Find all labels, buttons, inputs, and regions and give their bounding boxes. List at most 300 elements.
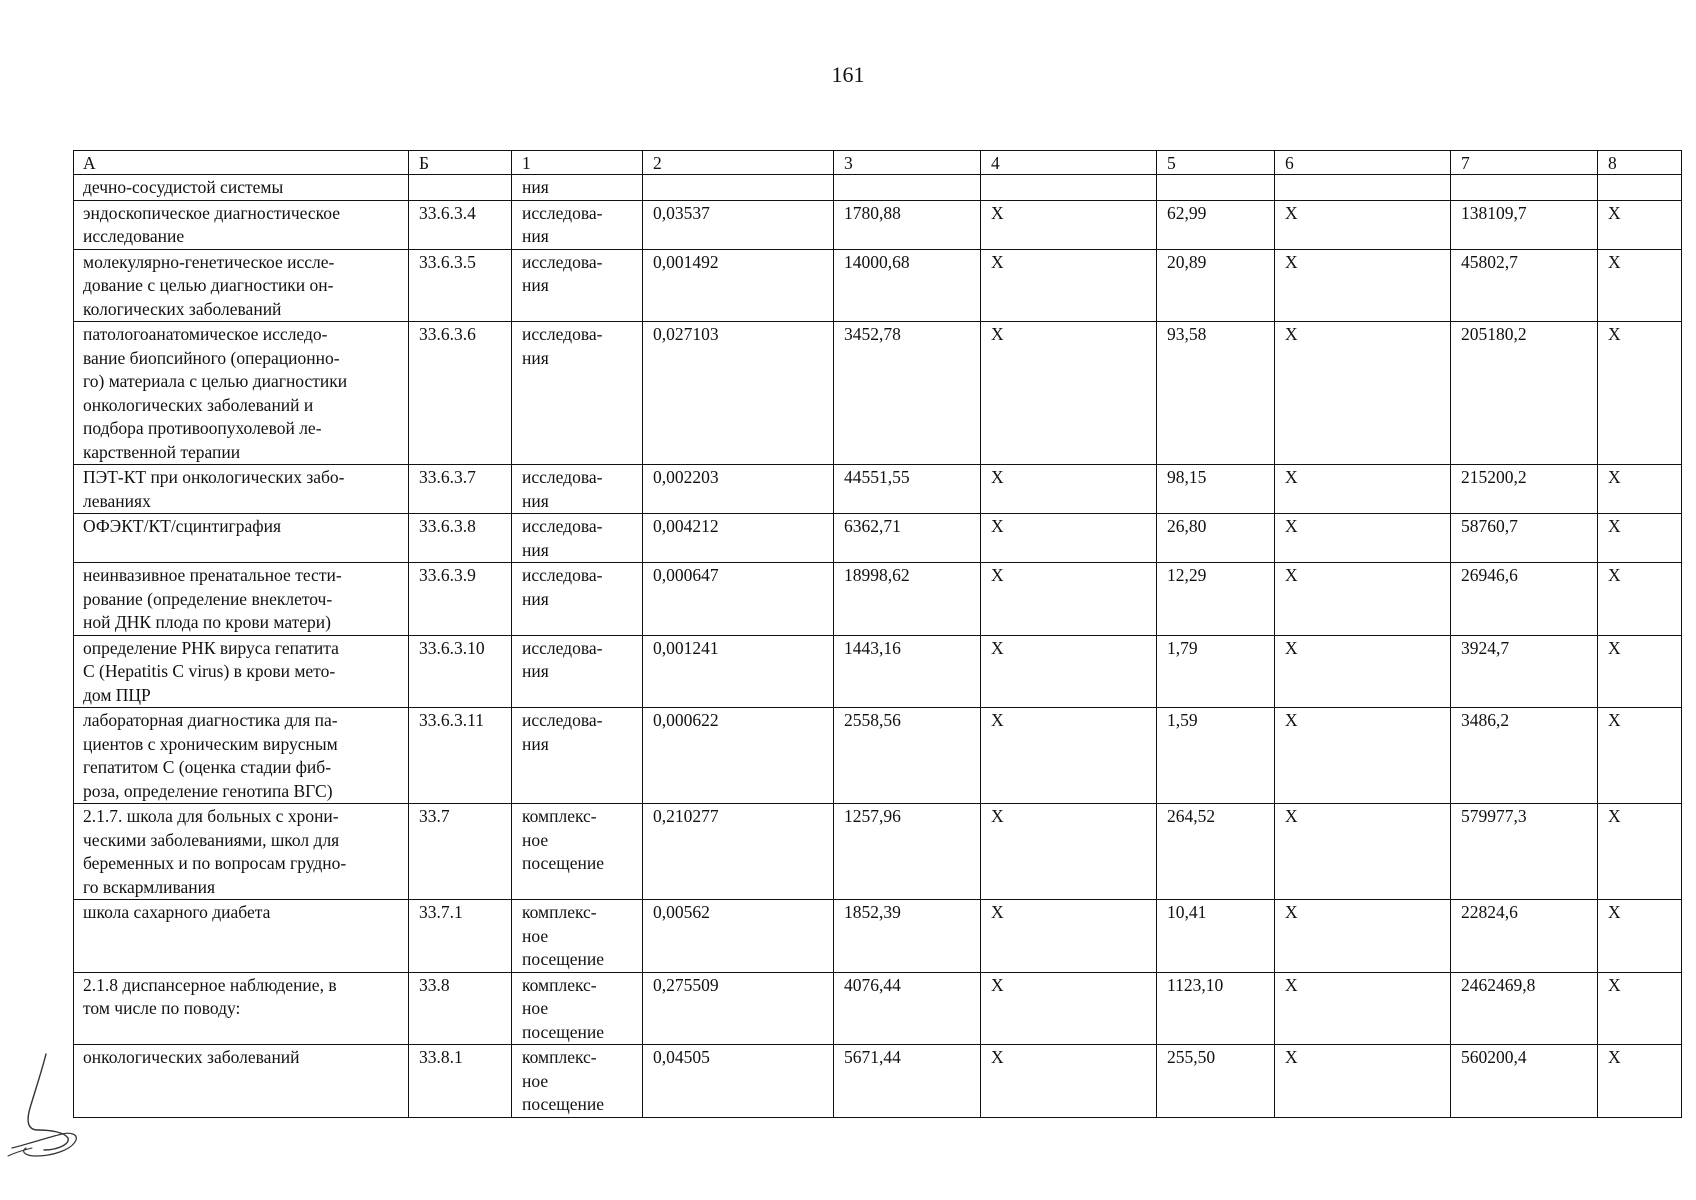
cell-1 — [512, 708, 643, 804]
table-row — [74, 635, 1682, 708]
cell-line: патологоанатомическое исследо- — [83, 324, 328, 344]
table-row — [74, 1045, 1682, 1118]
cell-line: X — [1608, 637, 1621, 658]
cell-line: X — [1608, 1047, 1621, 1067]
cell-line: X — [991, 974, 1004, 995]
cell-line: ния — [522, 226, 549, 246]
cell-8 — [1598, 900, 1682, 973]
cell-line — [844, 176, 970, 200]
table-row — [74, 249, 1682, 322]
cell-2 — [643, 175, 834, 201]
cell-6 — [1275, 175, 1451, 201]
cell-line: циентов с хроническим вирусным — [83, 733, 338, 754]
cell-line: X — [1285, 565, 1298, 585]
cell-line: 6362,71 — [844, 516, 901, 536]
cell-line: 33.8 — [419, 974, 450, 995]
cell-2 — [643, 465, 834, 514]
cell-line — [1608, 176, 1671, 200]
cell-1 — [512, 635, 643, 708]
cell-6 — [1275, 972, 1451, 1045]
cell-3 — [834, 175, 981, 201]
cell-5 — [1157, 804, 1275, 900]
cell-line: X — [991, 565, 1004, 585]
cell-line: 5671,44 — [844, 1047, 901, 1067]
cell-line: X — [1285, 202, 1298, 223]
cell-6 — [1275, 200, 1451, 249]
cell-line: X — [1608, 324, 1621, 344]
cell-line: 205180,2 — [1461, 324, 1527, 344]
header-cell-1: 1 — [512, 151, 643, 175]
cell-line: X — [991, 467, 1004, 487]
cell-5 — [1157, 900, 1275, 973]
cell-line: X — [991, 202, 1004, 223]
cell-line: исследова- — [522, 202, 603, 223]
cell-line: школа сахарного диабета — [83, 902, 271, 922]
cell-4 — [981, 200, 1157, 249]
cell-b — [409, 465, 512, 514]
table-row — [74, 514, 1682, 563]
cell-line: молекулярно-генетическое иссле- — [83, 251, 335, 272]
cell-line: 0,001492 — [653, 251, 719, 272]
cell-8 — [1598, 635, 1682, 708]
cell-line: 3486,2 — [1461, 710, 1510, 730]
cell-line: X — [1608, 565, 1621, 585]
cell-a — [74, 635, 409, 708]
cell-line: X — [1285, 637, 1298, 658]
cell-line: 33.6.3.4 — [419, 202, 476, 223]
cell-line: посещение — [522, 1094, 605, 1114]
cell-line: ное — [522, 829, 549, 850]
cell-line: 1780,88 — [844, 202, 901, 223]
cell-line: карственной терапии — [83, 441, 241, 462]
cell-2 — [643, 900, 834, 973]
cell-line: 579977,3 — [1461, 806, 1527, 826]
handwritten-signature — [6, 1052, 86, 1162]
cell-line: 33.6.3.5 — [419, 251, 476, 272]
header-cell-8: 8 — [1598, 151, 1682, 175]
cell-line: 1123,10 — [1167, 974, 1224, 995]
cell-line: ния — [522, 733, 549, 754]
cell-line: 33.6.3.6 — [419, 324, 476, 344]
cell-8 — [1598, 175, 1682, 201]
cell-line: дом ПЦР — [83, 684, 151, 705]
cell-line: X — [1608, 251, 1621, 272]
cell-line: исследова- — [522, 637, 603, 658]
table-row — [74, 972, 1682, 1045]
cell-line: онкологических заболеваний и — [83, 394, 314, 415]
table-row — [74, 563, 1682, 636]
cell-line: 18998,62 — [844, 565, 910, 585]
cell-line: ния — [522, 275, 549, 295]
cell-a — [74, 972, 409, 1045]
cell-4 — [981, 804, 1157, 900]
cell-a — [74, 200, 409, 249]
cell-1 — [512, 465, 643, 514]
cell-line: посещение — [522, 949, 605, 969]
header-cell-a: А — [74, 151, 409, 175]
cell-7 — [1451, 900, 1598, 973]
header-cell-6: 6 — [1275, 151, 1451, 175]
cell-4 — [981, 1045, 1157, 1118]
cell-5 — [1157, 514, 1275, 563]
cell-line: исследова- — [522, 251, 603, 272]
cell-line: X — [1285, 806, 1298, 826]
cell-line: роза, определение генотипа ВГС) — [83, 780, 333, 801]
cell-a — [74, 249, 409, 322]
cell-line: ное — [522, 998, 549, 1018]
table-row — [74, 322, 1682, 465]
cell-6 — [1275, 514, 1451, 563]
cell-3 — [834, 972, 981, 1045]
cell-1 — [512, 514, 643, 563]
cell-line: 26946,6 — [1461, 565, 1518, 585]
cell-line: ния — [522, 661, 549, 681]
cell-line: 138109,7 — [1461, 202, 1527, 223]
cell-line: 20,89 — [1167, 251, 1207, 272]
cell-6 — [1275, 1045, 1451, 1118]
cell-b — [409, 635, 512, 708]
cell-5 — [1157, 249, 1275, 322]
cell-line: 93,58 — [1167, 324, 1207, 344]
cell-line: 1443,16 — [844, 637, 901, 658]
cell-line: комплекс- — [522, 806, 597, 826]
cell-8 — [1598, 708, 1682, 804]
cell-6 — [1275, 465, 1451, 514]
cell-line: 4076,44 — [844, 974, 901, 995]
cell-2 — [643, 804, 834, 900]
cell-line: X — [1608, 516, 1621, 536]
cell-b — [409, 200, 512, 249]
cell-line — [1167, 176, 1264, 200]
cell-2 — [643, 563, 834, 636]
cell-5 — [1157, 563, 1275, 636]
cell-6 — [1275, 635, 1451, 708]
cell-1 — [512, 322, 643, 465]
cell-line — [991, 176, 1146, 200]
cell-line: вание биопсийного (операционно- — [83, 347, 340, 368]
cell-line: ной ДНК плода по крови матери) — [83, 612, 331, 632]
cell-a — [74, 514, 409, 563]
header-cell-4: 4 — [981, 151, 1157, 175]
cell-3 — [834, 708, 981, 804]
cell-7 — [1451, 804, 1598, 900]
cell-b — [409, 804, 512, 900]
cell-5 — [1157, 175, 1275, 201]
cell-2 — [643, 322, 834, 465]
cell-line: X — [1608, 806, 1621, 826]
cell-4 — [981, 465, 1157, 514]
cell-line: исследова- — [522, 565, 603, 585]
cell-b — [409, 563, 512, 636]
cell-4 — [981, 175, 1157, 201]
cell-line: 0,04505 — [653, 1047, 710, 1067]
cell-line: подбора противоопухолевой ле- — [83, 418, 322, 438]
cell-line: ПЭТ-КТ при онкологических забо- — [83, 467, 345, 487]
cell-line: посещение — [522, 853, 605, 873]
table-row — [74, 900, 1682, 973]
cell-7 — [1451, 1045, 1598, 1118]
cell-line: 44551,55 — [844, 467, 910, 487]
cell-line: 255,50 — [1167, 1047, 1216, 1067]
cell-5 — [1157, 465, 1275, 514]
cell-b — [409, 249, 512, 322]
cell-line: 0,00562 — [653, 902, 710, 922]
cell-line: C (Hepatitis C virus) в крови мето- — [83, 661, 336, 681]
cell-line: 14000,68 — [844, 251, 910, 272]
table-header-row — [74, 151, 1682, 175]
cell-5 — [1157, 1045, 1275, 1118]
cell-line: 62,99 — [1167, 202, 1207, 223]
cell-line: ния — [522, 177, 549, 197]
cell-4 — [981, 322, 1157, 465]
cell-8 — [1598, 514, 1682, 563]
cell-line: ния — [522, 490, 549, 511]
cell-line: 33.6.3.9 — [419, 565, 476, 585]
cell-line: исследование — [83, 226, 185, 246]
header-cell-3: 3 — [834, 151, 981, 175]
cell-5 — [1157, 322, 1275, 465]
cell-8 — [1598, 972, 1682, 1045]
cell-line: неинвазивное пренатальное тести- — [83, 565, 342, 585]
cell-line: 1852,39 — [844, 902, 901, 922]
cell-line: X — [991, 1047, 1004, 1067]
cell-1 — [512, 200, 643, 249]
cell-1 — [512, 804, 643, 900]
cell-line: 33.6.3.10 — [419, 637, 485, 658]
cell-7 — [1451, 708, 1598, 804]
cell-1 — [512, 175, 643, 201]
data-table — [73, 150, 1682, 1118]
table-row — [74, 708, 1682, 804]
cell-b — [409, 900, 512, 973]
cell-line: 560200,4 — [1461, 1047, 1527, 1067]
cell-line: X — [991, 251, 1004, 272]
cell-line: X — [1608, 202, 1621, 223]
cell-4 — [981, 708, 1157, 804]
cell-a — [74, 563, 409, 636]
cell-line: исследова- — [522, 710, 603, 730]
cell-line: 33.6.3.7 — [419, 467, 476, 487]
cell-6 — [1275, 249, 1451, 322]
cell-line: 26,80 — [1167, 516, 1207, 536]
cell-b — [409, 322, 512, 465]
cell-line: 0,000647 — [653, 565, 719, 585]
cell-line: 1,79 — [1167, 637, 1198, 658]
cell-line: ния — [522, 539, 549, 560]
cell-1 — [512, 1045, 643, 1118]
cell-line: X — [991, 637, 1004, 658]
cell-2 — [643, 708, 834, 804]
cell-7 — [1451, 322, 1598, 465]
cell-line: го вскармливания — [83, 876, 216, 897]
cell-line — [1285, 176, 1440, 200]
cell-line: рование (определение внеклеточ- — [83, 588, 333, 609]
cell-line: 22824,6 — [1461, 902, 1518, 922]
cell-line: X — [991, 324, 1004, 344]
cell-3 — [834, 635, 981, 708]
cell-1 — [512, 563, 643, 636]
cell-line: 33.7 — [419, 806, 450, 826]
cell-2 — [643, 1045, 834, 1118]
cell-line: 0,027103 — [653, 324, 719, 344]
cell-line: 12,29 — [1167, 565, 1207, 585]
cell-1 — [512, 972, 643, 1045]
cell-line: дечно-сосудистой системы — [83, 177, 284, 197]
cell-8 — [1598, 804, 1682, 900]
cell-a — [74, 804, 409, 900]
cell-line: леваниях — [83, 490, 151, 511]
cell-3 — [834, 1045, 981, 1118]
cell-3 — [834, 514, 981, 563]
cell-b — [409, 972, 512, 1045]
cell-4 — [981, 249, 1157, 322]
cell-line: кологических заболеваний — [83, 298, 282, 319]
cell-line: 2462469,8 — [1461, 974, 1536, 995]
cell-1 — [512, 249, 643, 322]
cell-8 — [1598, 465, 1682, 514]
cell-6 — [1275, 804, 1451, 900]
cell-line: гепатитом C (оценка стадии фиб- — [83, 757, 332, 777]
cell-line: лабораторная диагностика для па- — [83, 710, 338, 730]
cell-4 — [981, 563, 1157, 636]
cell-4 — [981, 635, 1157, 708]
cell-line: 3452,78 — [844, 324, 901, 344]
cell-3 — [834, 900, 981, 973]
cell-line: 2.1.8 диспансерное наблюдение, в — [83, 974, 337, 995]
cell-line: X — [1608, 902, 1621, 922]
cell-7 — [1451, 972, 1598, 1045]
cell-line: X — [1285, 902, 1298, 922]
cell-line: X — [1285, 324, 1298, 344]
cell-line: дование с целью диагностики он- — [83, 275, 334, 295]
cell-line: ческими заболеваниями, школ для — [83, 829, 340, 850]
cell-line: X — [991, 710, 1004, 730]
cell-line: 10,41 — [1167, 902, 1207, 922]
cell-line: 0,000622 — [653, 710, 719, 730]
cell-line: ОФЭКТ/КТ/сцинтиграфия — [83, 516, 282, 536]
cell-line: 1,59 — [1167, 710, 1198, 730]
cell-line: комплекс- — [522, 902, 597, 922]
cell-line — [419, 176, 501, 200]
table-row — [74, 804, 1682, 900]
cell-5 — [1157, 635, 1275, 708]
cell-5 — [1157, 708, 1275, 804]
cell-line: X — [1608, 467, 1621, 487]
cell-b — [409, 1045, 512, 1118]
cell-2 — [643, 635, 834, 708]
cell-8 — [1598, 1045, 1682, 1118]
cell-3 — [834, 804, 981, 900]
cell-line: X — [1285, 516, 1298, 536]
cell-line: 3924,7 — [1461, 637, 1510, 658]
cell-line: комплекс- — [522, 1047, 597, 1067]
cell-5 — [1157, 972, 1275, 1045]
cell-line: 0,002203 — [653, 467, 719, 487]
cell-8 — [1598, 322, 1682, 465]
cell-line: беременных и по вопросам грудно- — [83, 853, 347, 873]
cell-3 — [834, 563, 981, 636]
cell-line: X — [1285, 251, 1298, 272]
cell-line: 215200,2 — [1461, 467, 1527, 487]
page-number: 161 — [831, 62, 865, 87]
cell-line: ния — [522, 347, 549, 368]
cell-line: 98,15 — [1167, 467, 1207, 487]
header-cell-5: 5 — [1157, 151, 1275, 175]
cell-line: комплекс- — [522, 974, 597, 995]
cell-7 — [1451, 635, 1598, 708]
cell-3 — [834, 200, 981, 249]
cell-line: 45802,7 — [1461, 251, 1518, 272]
cell-6 — [1275, 563, 1451, 636]
cell-b — [409, 514, 512, 563]
cell-a — [74, 900, 409, 973]
cell-line: ное — [522, 925, 549, 946]
cell-b — [409, 708, 512, 804]
cell-b — [409, 175, 512, 201]
cell-2 — [643, 249, 834, 322]
cell-7 — [1451, 514, 1598, 563]
cell-line: 33.6.3.8 — [419, 516, 476, 536]
cell-3 — [834, 249, 981, 322]
cell-1 — [512, 900, 643, 973]
cell-line: 0,03537 — [653, 202, 710, 223]
cell-line: 33.7.1 — [419, 902, 463, 922]
cell-a — [74, 322, 409, 465]
cell-line: 33.8.1 — [419, 1047, 463, 1067]
cell-4 — [981, 972, 1157, 1045]
cell-4 — [981, 514, 1157, 563]
cell-line: X — [1285, 1047, 1298, 1067]
table-row — [74, 200, 1682, 249]
cell-line: 2558,56 — [844, 710, 901, 730]
cell-line: том числе по поводу: — [83, 998, 241, 1018]
cell-a — [74, 1045, 409, 1118]
header-cell-2: 2 — [643, 151, 834, 175]
cell-line: онкологических заболеваний — [83, 1047, 300, 1067]
cell-line: посещение — [522, 1021, 605, 1042]
cell-line: 33.6.3.11 — [419, 710, 484, 730]
cell-line: 0,210277 — [653, 806, 719, 826]
cell-a — [74, 708, 409, 804]
cell-a — [74, 175, 409, 201]
cell-line: го) материала с целью диагностики — [83, 371, 348, 391]
table-row — [74, 175, 1682, 201]
cell-line: X — [991, 516, 1004, 536]
cell-line: 264,52 — [1167, 806, 1216, 826]
cell-line: исследова- — [522, 467, 603, 487]
cell-line: X — [1285, 467, 1298, 487]
cell-8 — [1598, 563, 1682, 636]
cell-line: 0,275509 — [653, 974, 719, 995]
cell-line — [1461, 176, 1587, 200]
cell-line: X — [1285, 974, 1298, 995]
cell-line: исследова- — [522, 516, 603, 536]
cell-5 — [1157, 200, 1275, 249]
cell-line: X — [1285, 710, 1298, 730]
cell-6 — [1275, 322, 1451, 465]
cell-line: X — [1608, 974, 1621, 995]
cell-line: исследова- — [522, 324, 603, 344]
cell-3 — [834, 465, 981, 514]
table-row — [74, 465, 1682, 514]
cell-2 — [643, 514, 834, 563]
header-cell-b: Б — [409, 151, 512, 175]
cell-line: 0,004212 — [653, 516, 719, 536]
cell-line: ное — [522, 1070, 549, 1091]
cell-7 — [1451, 563, 1598, 636]
cell-7 — [1451, 249, 1598, 322]
cell-8 — [1598, 200, 1682, 249]
